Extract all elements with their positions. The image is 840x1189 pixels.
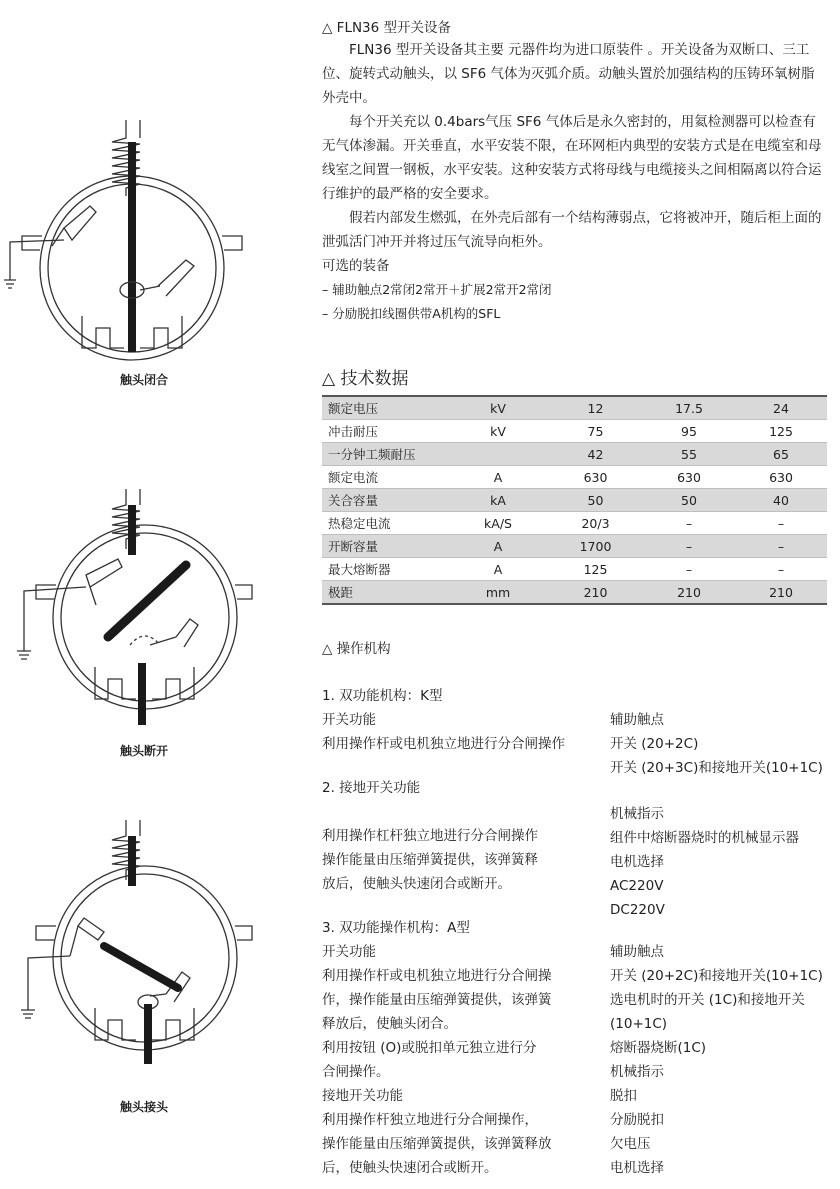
optional-item: – 辅助触点2常闭2常开＋扩展2常开2常闭 bbox=[322, 282, 552, 297]
tech-cell-v2: 17.5 bbox=[643, 396, 735, 420]
tech-row bbox=[322, 443, 827, 466]
tech-cell-unit: A bbox=[448, 466, 548, 489]
ops-left-line: 操作能量由压缩弹簧提供，该弹簧释 bbox=[322, 852, 538, 868]
ops-right-line: 辅助触点 bbox=[610, 712, 664, 728]
ops-right-line: AC220V bbox=[610, 878, 664, 894]
tech-cell-v1: 12 bbox=[548, 396, 643, 420]
intro-heading: △ FLN36 型开关设备 bbox=[322, 20, 452, 36]
tech-cell-unit: A bbox=[448, 558, 548, 581]
tech-cell-unit: mm bbox=[448, 581, 548, 605]
tech-cell-v3: 210 bbox=[735, 581, 827, 605]
optional-item: – 分励脱扣线圈供带A机构的SFL bbox=[322, 306, 501, 321]
tech-cell-v2: 210 bbox=[643, 581, 735, 605]
tech-row bbox=[322, 396, 827, 420]
ops-left-line: 释放后，使触头闭合。 bbox=[322, 1016, 457, 1032]
tech-row bbox=[322, 466, 827, 489]
optional-title: 可选的装备 bbox=[322, 258, 390, 274]
ops-left-line: 利用操作杆或电机独立地进行分合闸操 bbox=[322, 968, 552, 984]
tech-cell-v2: 95 bbox=[643, 420, 735, 443]
ops-right-line: 开关 (20+3C)和接地开关(10+1C) bbox=[610, 760, 823, 776]
ops-left-line: 后，使触头快速闭合或断开。 bbox=[322, 1160, 498, 1176]
tech-cell-v1: 210 bbox=[548, 581, 643, 605]
ops-left-line: 放后，使触头快速闭合或断开。 bbox=[322, 876, 511, 892]
intro-paragraph-3: 假若内部发生燃弧，在外壳后部有一个结构薄弱点，它将被冲开，随后柜上面的泄弧活门冲开并将过压气流导向柜外。 bbox=[322, 210, 822, 250]
ops-right-line: 熔断器烧断(1C) bbox=[610, 1040, 707, 1056]
tech-cell-v3: 630 bbox=[735, 466, 827, 489]
ops-right-line: 开关 (20+2C) bbox=[610, 736, 699, 752]
tech-cell-name: 极距 bbox=[322, 581, 448, 605]
tech-cell-unit: kV bbox=[448, 396, 548, 420]
ops-left-line: 利用操作杆独立地进行分合闸操作， bbox=[322, 1112, 538, 1128]
tech-cell-name: 额定电流 bbox=[322, 466, 448, 489]
tech-cell-v1: 20/3 bbox=[548, 512, 643, 535]
tech-cell-unit bbox=[448, 443, 548, 466]
ops-left-line: 作，操作能量由压缩弹簧提供，该弹簧 bbox=[322, 992, 552, 1008]
ops-right-line: 机械指示 bbox=[610, 806, 664, 822]
tech-cell-v3: 125 bbox=[735, 420, 827, 443]
ops-left-line: 3. 双功能操作机构：A型 bbox=[322, 920, 470, 936]
tech-row bbox=[322, 420, 827, 443]
tech-cell-name: 冲击耐压 bbox=[322, 420, 448, 443]
intro-paragraph-1: FLN36 型开关设备其主要 元器件均为进口原装件 。开关设备为双断口、三工位、旋转式动触头，以 SF6 气体为灭弧介质。动触头置於加强结构的压铸环氧树脂外壳中。 bbox=[322, 42, 815, 106]
ops-right-line: 开关 (20+2C)和接地开关(10+1C) bbox=[610, 968, 823, 984]
tech-cell-v1: 75 bbox=[548, 420, 643, 443]
ops-left-line: 开关功能 bbox=[322, 712, 376, 728]
tech-row bbox=[322, 535, 827, 558]
tech-cell-v3: – bbox=[735, 535, 827, 558]
tech-cell-v2: – bbox=[643, 535, 735, 558]
tech-cell-v1: 630 bbox=[548, 466, 643, 489]
ops-right-line: 辅助触点 bbox=[610, 944, 664, 960]
tech-cell-v1: 50 bbox=[548, 489, 643, 512]
tech-cell-unit: A bbox=[448, 535, 548, 558]
ops-left-line: 接地开关功能 bbox=[322, 1088, 403, 1104]
tech-cell-v3: 40 bbox=[735, 489, 827, 512]
tech-cell-unit: kA/S bbox=[448, 512, 548, 535]
tech-cell-v2: 630 bbox=[643, 466, 735, 489]
tech-cell-v2: 55 bbox=[643, 443, 735, 466]
figure-caption: 触头接头 bbox=[119, 1100, 168, 1114]
ops-left-line: 利用操作杠杆独立地进行分合闸操作 bbox=[322, 828, 538, 844]
ops-left-line: 2. 接地开关功能 bbox=[322, 780, 421, 796]
tech-cell-v2: – bbox=[643, 512, 735, 535]
figure-caption: 触头断开 bbox=[119, 744, 168, 758]
ops-left-line: 利用操作杆或电机独立地进行分合闸操作 bbox=[322, 736, 565, 752]
ops-right-line: (10+1C) bbox=[610, 1016, 668, 1032]
ops-left-line: 1. 双功能机构：K型 bbox=[322, 688, 443, 704]
tech-heading: △ 技术数据 bbox=[322, 369, 409, 389]
ops-right-line: 组件中熔断器烧时的机械显示器 bbox=[610, 830, 799, 846]
figure-caption: 触头闭合 bbox=[119, 373, 168, 387]
ops-right-line: 脱扣 bbox=[610, 1088, 637, 1104]
tech-table bbox=[322, 395, 827, 605]
tech-cell-v1: 1700 bbox=[548, 535, 643, 558]
ops-right-line: 电机选择 bbox=[610, 854, 664, 870]
tech-cell-name: 关合容量 bbox=[322, 489, 448, 512]
ops-right-line: 分励脱扣 bbox=[610, 1112, 664, 1128]
ops-right-line: 电机选择 bbox=[610, 1160, 664, 1176]
tech-cell-v2: 50 bbox=[643, 489, 735, 512]
ops-left-line: 操作能量由压缩弹簧提供，该弹簧释放 bbox=[322, 1136, 552, 1152]
ops-right-line: 机械指示 bbox=[610, 1064, 664, 1080]
tech-row bbox=[322, 512, 827, 535]
ops-heading: △ 操作机构 bbox=[322, 641, 391, 657]
tech-cell-name: 开断容量 bbox=[322, 535, 448, 558]
ops-right-line: DC220V bbox=[610, 902, 665, 918]
ops-right-line: 选电机时的开关 (1C)和接地开关 bbox=[610, 992, 805, 1008]
switch-diagram-earthed bbox=[0, 818, 260, 1078]
ops-left-line: 开关功能 bbox=[322, 944, 376, 960]
tech-cell-unit: kV bbox=[448, 420, 548, 443]
ops-left-line: 合闸操作。 bbox=[322, 1064, 390, 1080]
tech-row bbox=[322, 558, 827, 581]
tech-cell-v1: 42 bbox=[548, 443, 643, 466]
tech-cell-v3: 24 bbox=[735, 396, 827, 420]
tech-cell-v3: – bbox=[735, 512, 827, 535]
tech-cell-v1: 125 bbox=[548, 558, 643, 581]
switch-diagram-closed bbox=[0, 118, 260, 368]
tech-cell-name: 一分钟工频耐压 bbox=[322, 443, 448, 466]
intro-paragraph-2: 每个开关充以 0.4bars气压 SF6 气体后是永久密封的，用氦检测器可以检查有无气体渗漏。开关垂直，水平安装不限，在环网柜内典型的安装方式是在电缆室和母线室之间置一钢板，水平安装。这种安装方式将母线与电缆接头之间相隔离以符合运行维护的最严格的安全要求。 bbox=[322, 114, 822, 202]
tech-cell-name: 额定电压 bbox=[322, 396, 448, 420]
tech-row bbox=[322, 581, 827, 605]
tech-cell-v3: 65 bbox=[735, 443, 827, 466]
switch-diagram-open bbox=[0, 487, 260, 742]
tech-cell-name: 最大熔断器 bbox=[322, 558, 448, 581]
tech-cell-name: 热稳定电流 bbox=[322, 512, 448, 535]
ops-left-line: 利用按钮 (O)或脱扣单元独立进行分 bbox=[322, 1040, 537, 1056]
ops-right-line: 欠电压 bbox=[610, 1136, 651, 1152]
tech-row bbox=[322, 489, 827, 512]
tech-cell-v2: – bbox=[643, 558, 735, 581]
tech-cell-v3: – bbox=[735, 558, 827, 581]
tech-cell-unit: kA bbox=[448, 489, 548, 512]
